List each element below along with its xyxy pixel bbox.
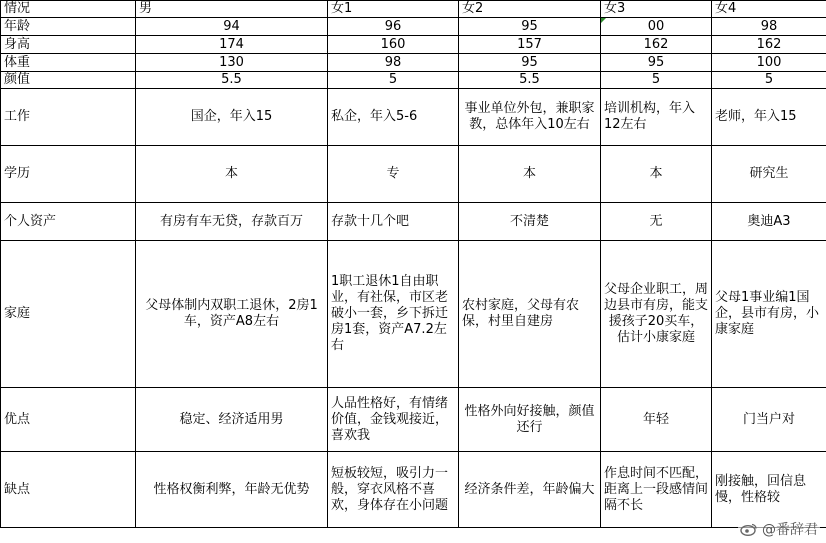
table-cell[interactable]: 5 bbox=[328, 72, 459, 89]
table-cell[interactable]: 94 bbox=[136, 18, 328, 36]
table-row bbox=[1, 89, 826, 146]
table-cell[interactable]: 5.5 bbox=[136, 72, 328, 89]
table-cell[interactable]: 100 bbox=[712, 54, 826, 72]
table-row bbox=[1, 388, 826, 452]
table-row bbox=[1, 452, 826, 528]
table-row bbox=[1, 72, 826, 89]
table-cell[interactable]: 5 bbox=[712, 72, 826, 89]
row-label[interactable]: 身高 bbox=[1, 36, 136, 54]
table-cell[interactable]: 国企，年入15 bbox=[136, 89, 328, 146]
table-cell[interactable]: 有房有车无贷，存款百万 bbox=[136, 203, 328, 241]
table-cell[interactable]: 162 bbox=[601, 36, 712, 54]
table-cell[interactable]: 经济条件差，年龄偏大 bbox=[459, 452, 601, 528]
table-cell[interactable]: 父母体制内双职工退休，2房1车，资产A8左右 bbox=[136, 241, 328, 388]
header-cell[interactable]: 男 bbox=[136, 1, 328, 18]
table-cell[interactable]: 本 bbox=[601, 146, 712, 203]
table-cell[interactable]: 本 bbox=[136, 146, 328, 203]
table-cell[interactable]: 奥迪A3 bbox=[712, 203, 826, 241]
table-cell[interactable]: 性格外向好接触，颜值还行 bbox=[459, 388, 601, 452]
table-cell[interactable]: 研究生 bbox=[712, 146, 826, 203]
table-cell[interactable]: 父母1事业编1国企，县市有房，小康家庭 bbox=[712, 241, 826, 388]
table-cell[interactable]: 事业单位外包，兼职家教，总体年入10左右 bbox=[459, 89, 601, 146]
table-cell[interactable]: 162 bbox=[712, 36, 826, 54]
table-cell[interactable]: 稳定、经济适用男 bbox=[136, 388, 328, 452]
weibo-icon bbox=[740, 522, 758, 536]
table-cell[interactable]: 老师，年入15 bbox=[712, 89, 826, 146]
row-label[interactable]: 学历 bbox=[1, 146, 136, 203]
header-cell[interactable]: 女4 bbox=[712, 1, 826, 18]
header-cell[interactable]: 女2 bbox=[459, 1, 601, 18]
watermark-text: @番辞君 bbox=[762, 522, 818, 538]
table-cell[interactable]: 无 bbox=[601, 203, 712, 241]
table-cell[interactable]: 95 bbox=[459, 18, 601, 36]
table-cell[interactable]: 5.5 bbox=[459, 72, 601, 89]
header-row bbox=[1, 1, 826, 18]
table-cell[interactable]: 私企，年入5-6 bbox=[328, 89, 459, 146]
table-row bbox=[1, 203, 826, 241]
table-row bbox=[1, 36, 826, 54]
row-label[interactable]: 个人资产 bbox=[1, 203, 136, 241]
table-cell[interactable]: 160 bbox=[328, 36, 459, 54]
table-cell[interactable]: 95 bbox=[601, 54, 712, 72]
table-cell[interactable]: 专 bbox=[328, 146, 459, 203]
table-cell[interactable]: 作息时间不匹配，距离上一段感情间隔不长 bbox=[601, 452, 712, 528]
table-row bbox=[1, 146, 826, 203]
watermark bbox=[738, 519, 820, 539]
row-label[interactable]: 工作 bbox=[1, 89, 136, 146]
table-cell[interactable]: 96 bbox=[328, 18, 459, 36]
table-cell[interactable]: 98 bbox=[712, 18, 826, 36]
row-label[interactable]: 优点 bbox=[1, 388, 136, 452]
table-row bbox=[1, 241, 826, 388]
row-label[interactable]: 缺点 bbox=[1, 452, 136, 528]
row-label[interactable]: 年龄 bbox=[1, 18, 136, 36]
table-cell[interactable]: 不清楚 bbox=[459, 203, 601, 241]
table-cell[interactable]: 父母企业职工，周边县市有房，能支援孩子20买车，估计小康家庭 bbox=[601, 241, 712, 388]
table-row bbox=[1, 18, 826, 36]
table-cell[interactable]: 1职工退休1自由职业，有社保，市区老破小一套，乡下拆迁房1套，资产A7.2左右 bbox=[328, 241, 459, 388]
table-cell[interactable]: 174 bbox=[136, 36, 328, 54]
table-cell[interactable]: 本 bbox=[459, 146, 601, 203]
header-cell[interactable]: 女3 bbox=[601, 1, 712, 18]
table-cell[interactable]: 157 bbox=[459, 36, 601, 54]
table-cell[interactable]: 短板较短，吸引力一般，穿衣风格不喜欢，身体存在小问题 bbox=[328, 452, 459, 528]
table-cell[interactable]: 存款十几个吧 bbox=[328, 203, 459, 241]
table-cell[interactable]: 00 bbox=[601, 18, 712, 36]
row-label[interactable]: 家庭 bbox=[1, 241, 136, 388]
row-label[interactable]: 颜值 bbox=[1, 72, 136, 89]
table-cell[interactable]: 95 bbox=[459, 54, 601, 72]
table-cell[interactable]: 培训机构，年入12左右 bbox=[601, 89, 712, 146]
table-cell[interactable]: 刚接触，回信息慢，性格较 bbox=[712, 452, 826, 528]
table-cell[interactable]: 130 bbox=[136, 54, 328, 72]
table-cell[interactable]: 人品性格好，有情绪价值，金钱观接近，喜欢我 bbox=[328, 388, 459, 452]
header-cell[interactable]: 女1 bbox=[328, 1, 459, 18]
table-cell[interactable]: 性格权衡利弊，年龄无优势 bbox=[136, 452, 328, 528]
table-cell[interactable]: 年轻 bbox=[601, 388, 712, 452]
header-cell[interactable]: 情况 bbox=[1, 1, 136, 18]
row-label[interactable]: 体重 bbox=[1, 54, 136, 72]
table-cell[interactable]: 98 bbox=[328, 54, 459, 72]
table-cell[interactable]: 5 bbox=[601, 72, 712, 89]
table-cell[interactable]: 农村家庭，父母有农保，村里自建房 bbox=[459, 241, 601, 388]
table-cell[interactable]: 门当户对 bbox=[712, 388, 826, 452]
table-row bbox=[1, 54, 826, 72]
